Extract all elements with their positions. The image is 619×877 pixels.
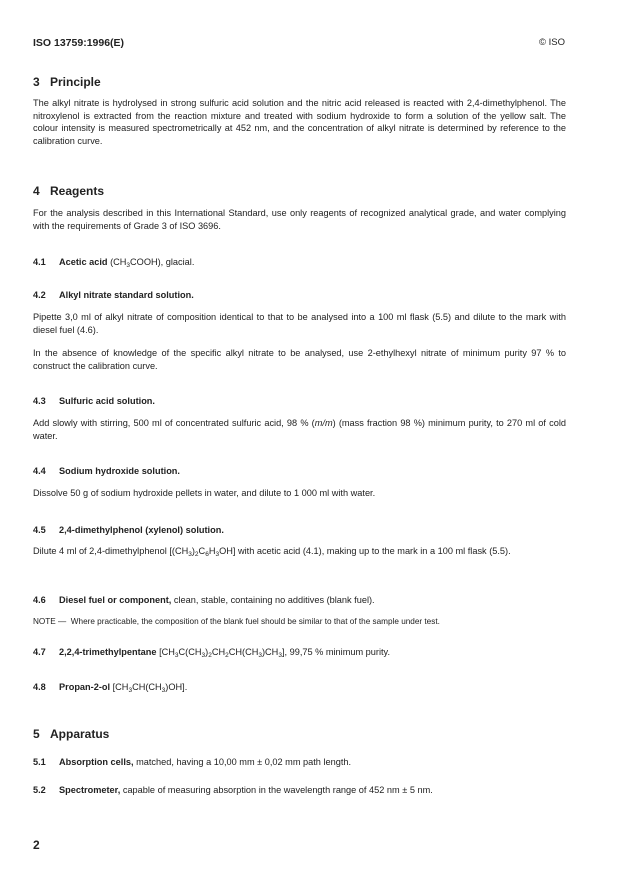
clause-4-1: 4.1 Acetic acid $(CH_3COOH)$, glacial.	[33, 257, 195, 269]
clause-4-7: 4.7 2,2,4-trimethylpentane $[CH_3C(CH_3)_2CH_2CH(CH_3)CH_3]$, 99,75 % minimum purity.	[33, 647, 391, 659]
clause-4-5: 4.5 2,4-dimethylphenol (xylenol) solution.	[33, 525, 224, 535]
clause-4-6-note: NOTE — Where practicable, the composition of the blank fuel should be similar to that of the sample under test.	[33, 617, 440, 626]
section-4-heading: 4 Reagents	[33, 184, 105, 198]
clause-5-1: 5.1 Absorption cells, matched, having a 10,00 mm ± 0,02 mm path length.	[33, 757, 352, 767]
section-4-text: For the analysis described in this International Standard, use only reagents of recognized analytical grade, and water complying with the requirements of Grade 3 of ISO 3696.	[33, 208, 566, 231]
clause-4-2-text-1: Pipette 3,0 ml of alkyl nitrate of composition identical to that to be analysed into a 100 ml flask (5.5) and dilute to the mark with diesel fuel (4.6).	[33, 312, 566, 335]
copyright-mark: © ISO	[538, 37, 565, 48]
clause-4-2: 4.2 Alkyl nitrate standard solution.	[33, 290, 194, 300]
clause-4-2-text-2: In the absence of knowledge of the specific alkyl nitrate to be analysed, use 2-ethylhexyl nitrate of minimum purity 97 % to construct the calibration curve.	[33, 348, 566, 371]
section-5-heading: 5 Apparatus	[33, 727, 110, 741]
clause-5-2: 5.2 Spectrometer, capable of measuring absorption in the wavelength range of 452 nm ± 5 nm.	[33, 785, 433, 795]
clause-4-5-text: Dilute 4 ml of 2,4-dimethylphenol $[(CH_3)_2C_6H_3OH]$ with acetic acid (4.1), making up to the mark in a 100 ml flask (5.5).	[33, 546, 511, 558]
section-3-text: The alkyl nitrate is hydrolysed in strong sulfuric acid solution and the nitric acid released is reacted with 2,4-dimethylphenol. The nitroxylenol is extracted from the reaction mixture and treated with sodium hydroxide to form a solution of the yellow salt. The colour intensity is measured spectrometrically at 452 nm, and the concentration of alkyl nitrate is determined by reference to the calibration curve.	[33, 98, 566, 146]
clause-4-4-text: Dissolve 50 g of sodium hydroxide pellets in water, and dilute to 1 000 ml with water.	[33, 488, 376, 498]
clause-4-6: 4.6 Diesel fuel or component, clean, stable, containing no additives (blank fuel).	[33, 595, 375, 605]
clause-4-8: 4.8 Propan-2-ol $[CH_3CH(CH_3)OH]$.	[33, 682, 188, 694]
clause-4-3: 4.3 Sulfuric acid solution.	[33, 396, 155, 406]
section-3-heading: 3 Principle	[33, 75, 101, 89]
page-number: 2	[33, 838, 40, 852]
clause-4-3-text: Add slowly with stirring, 500 ml of concentrated sulfuric acid, 98 % (m/m) (mass fraction 98 %) minimum purity, to 270 ml of cold water.	[33, 418, 567, 441]
clause-4-4: 4.4 Sodium hydroxide solution.	[33, 466, 180, 476]
document-id: ISO 13759:1996(E)	[33, 37, 125, 49]
